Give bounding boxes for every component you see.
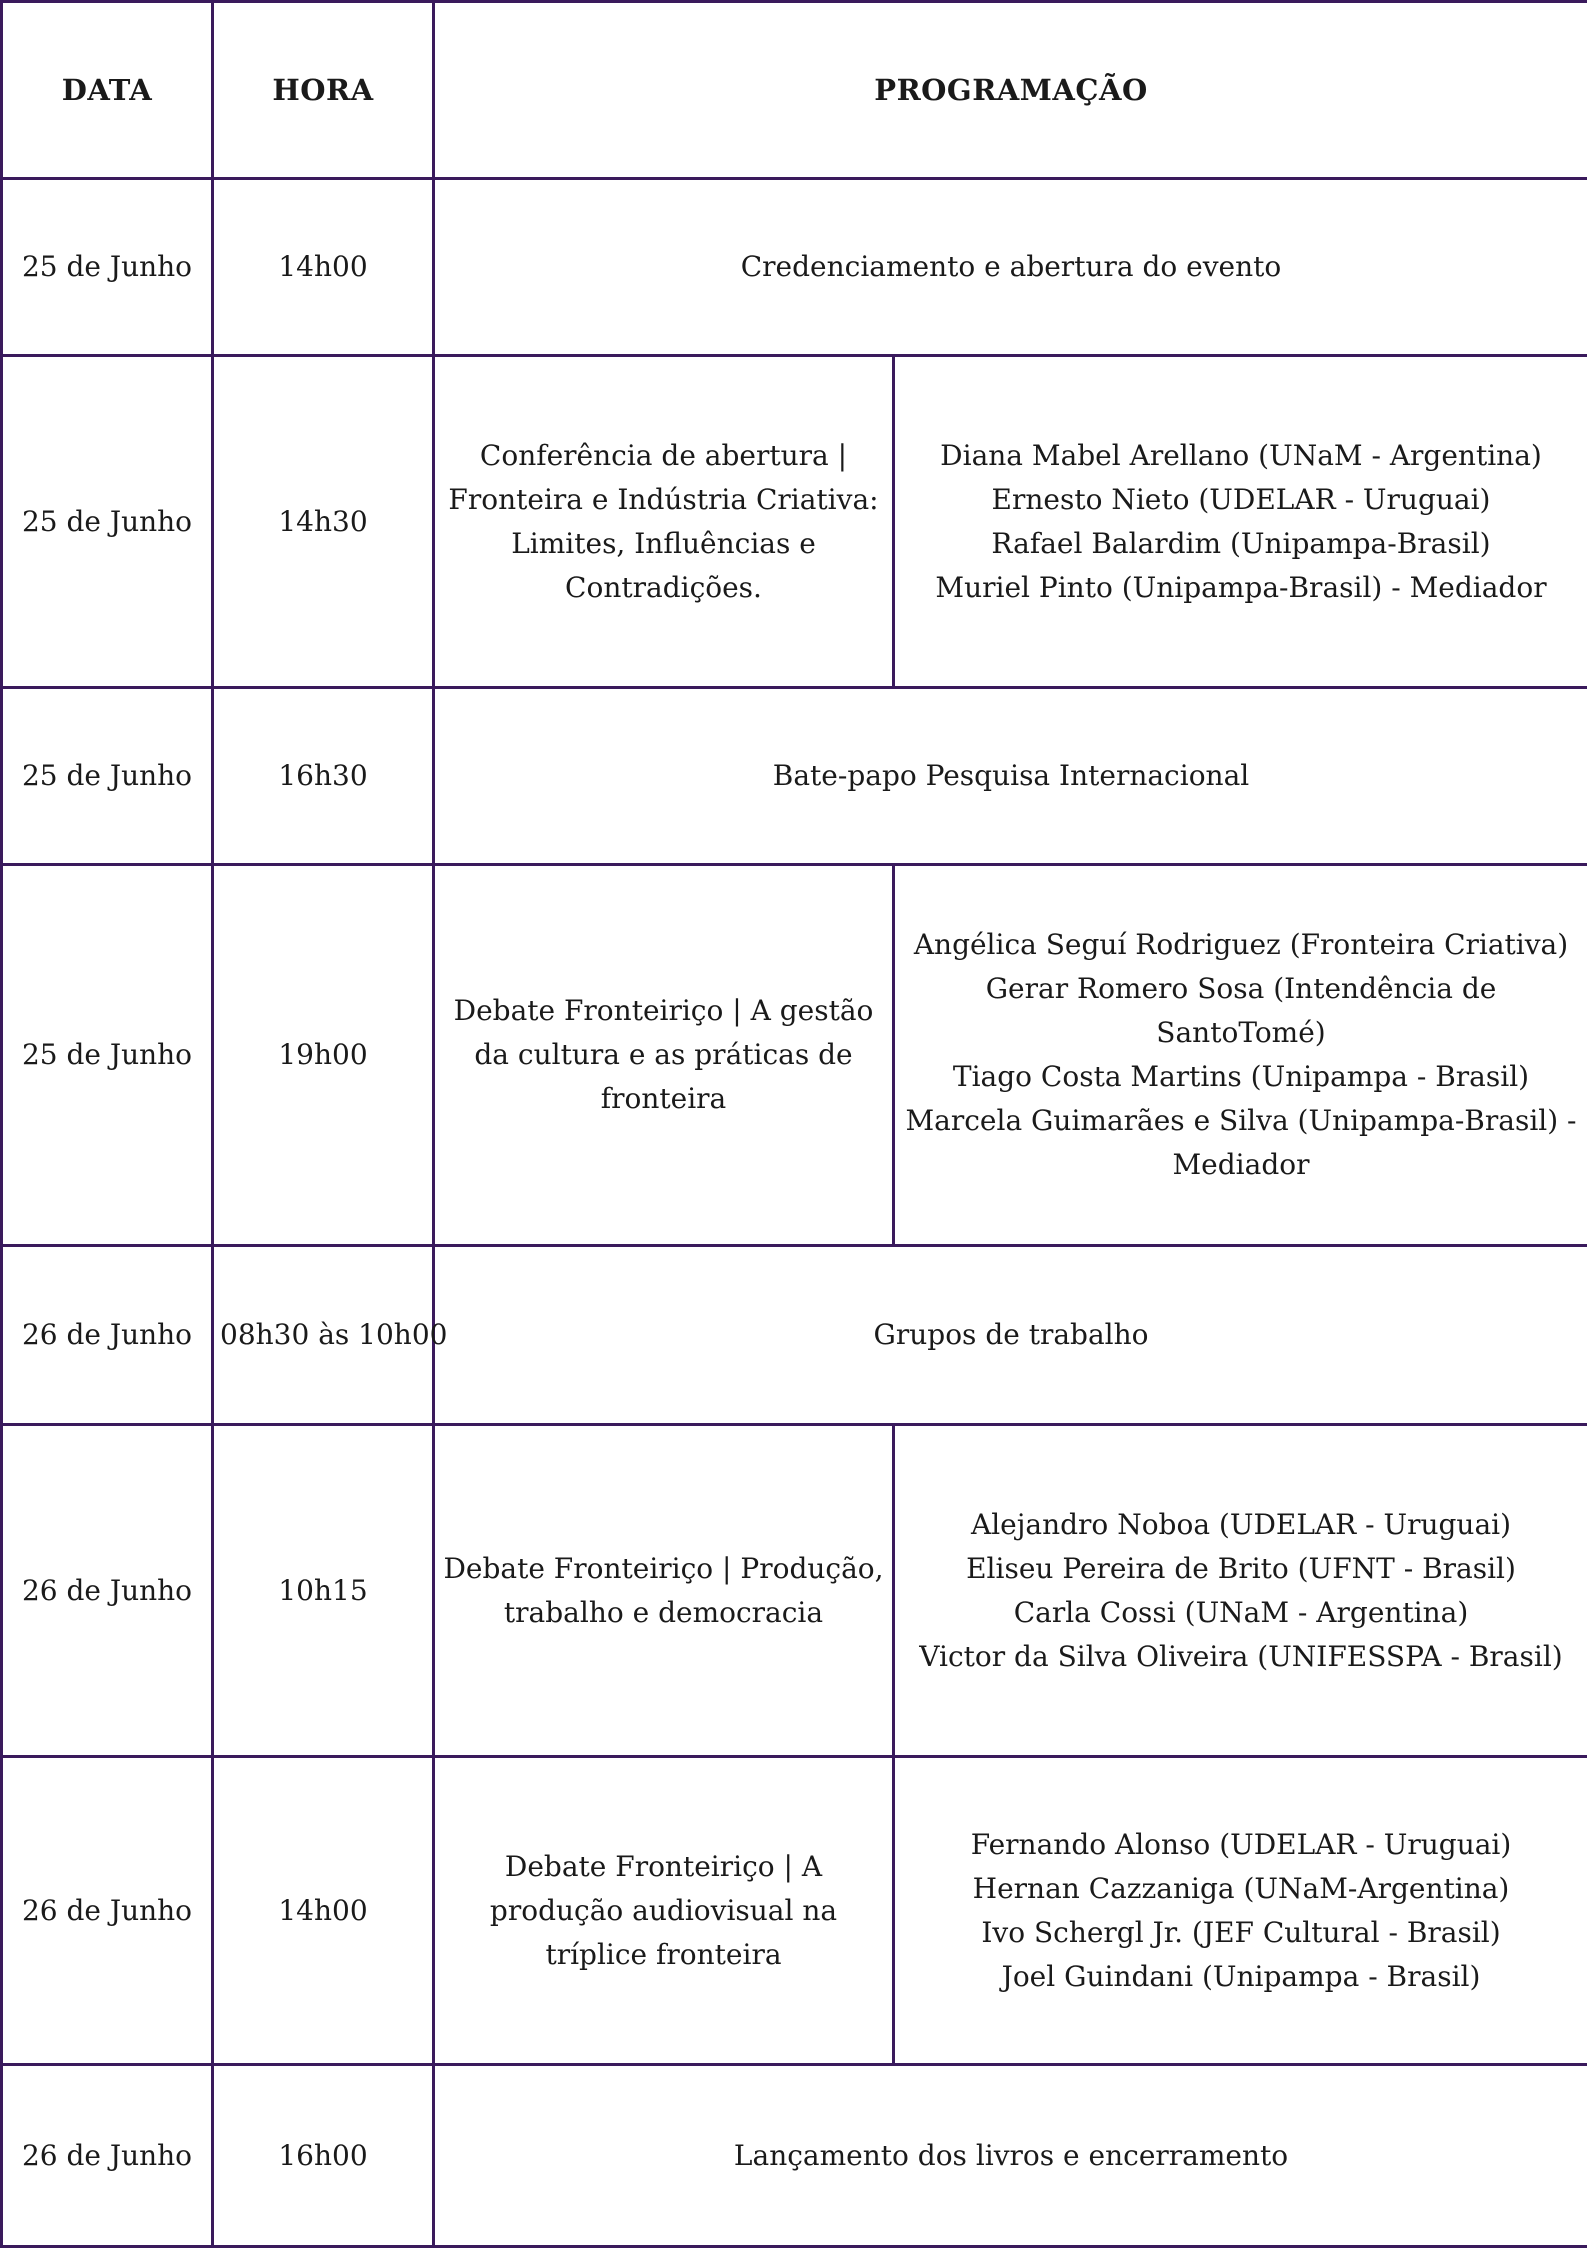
speaker-name: Rafael Balardim (Unipampa-Brasil) bbox=[901, 522, 1581, 566]
speaker-name: Eliseu Pereira de Brito (UFNT - Brasil) bbox=[901, 1547, 1581, 1591]
date-cell: 25 de Junho bbox=[2, 688, 213, 865]
program-cell: Credenciamento e abertura do evento bbox=[434, 179, 1587, 356]
program-cell: Lançamento dos livros e encerramento bbox=[434, 2065, 1587, 2247]
date-cell: 26 de Junho bbox=[2, 2065, 213, 2247]
program-cell: Conferência de abertura | Fronteira e Indústria Criativa: Limites, Influências e Contradições. bbox=[434, 356, 894, 688]
speaker-name: Alejandro Noboa (UDELAR - Uruguai) bbox=[901, 1503, 1581, 1547]
program-cell: Debate Fronteiriço | A produção audiovisual na tríplice fronteira bbox=[434, 1757, 894, 2065]
speaker-name: Fernando Alonso (UDELAR - Uruguai) bbox=[901, 1823, 1581, 1867]
date-cell: 25 de Junho bbox=[2, 356, 213, 688]
program-cell: Bate-papo Pesquisa Internacional bbox=[434, 688, 1587, 865]
speakers-cell bbox=[894, 1425, 1587, 1757]
hour-cell: 19h00 bbox=[213, 865, 434, 1246]
table-row bbox=[2, 688, 1587, 865]
speaker-name: Tiago Costa Martins (Unipampa - Brasil) bbox=[901, 1055, 1581, 1099]
date-cell: 26 de Junho bbox=[2, 1757, 213, 2065]
table-row bbox=[2, 179, 1587, 356]
header-row bbox=[2, 2, 1587, 179]
program-cell: Grupos de trabalho bbox=[434, 1246, 1587, 1425]
date-cell: 25 de Junho bbox=[2, 865, 213, 1246]
hour-cell: 08h30 às 10h00 bbox=[213, 1246, 434, 1425]
date-cell: 26 de Junho bbox=[2, 1425, 213, 1757]
table-row bbox=[2, 356, 1587, 688]
date-cell: 25 de Junho bbox=[2, 179, 213, 356]
table-row bbox=[2, 1757, 1587, 2065]
speaker-name: Angélica Seguí Rodriguez (Fronteira Criativa) bbox=[901, 923, 1581, 967]
speakers-cell bbox=[894, 356, 1587, 688]
speaker-name: Ivo Schergl Jr. (JEF Cultural - Brasil) bbox=[901, 1911, 1581, 1955]
header-program: PROGRAMAÇÃO bbox=[434, 2, 1587, 179]
header-hour: HORA bbox=[213, 2, 434, 179]
table-row bbox=[2, 1425, 1587, 1757]
header-date: DATA bbox=[2, 2, 213, 179]
table-row bbox=[2, 1246, 1587, 1425]
speaker-name: Muriel Pinto (Unipampa-Brasil) - Mediador bbox=[901, 566, 1581, 610]
date-cell: 26 de Junho bbox=[2, 1246, 213, 1425]
speaker-name: Gerar Romero Sosa (Intendência de SantoTomé) bbox=[901, 967, 1581, 1055]
hour-cell: 16h30 bbox=[213, 688, 434, 865]
hour-cell: 14h00 bbox=[213, 1757, 434, 2065]
speaker-name: Carla Cossi (UNaM - Argentina) bbox=[901, 1591, 1581, 1635]
table-row bbox=[2, 2065, 1587, 2247]
speaker-name: Diana Mabel Arellano (UNaM - Argentina) bbox=[901, 434, 1581, 478]
hour-cell: 10h15 bbox=[213, 1425, 434, 1757]
speaker-name: Joel Guindani (Unipampa - Brasil) bbox=[901, 1955, 1581, 1999]
program-cell: Debate Fronteiriço | Produção, trabalho e democracia bbox=[434, 1425, 894, 1757]
speaker-name: Marcela Guimarães e Silva (Unipampa-Brasil) - Mediador bbox=[901, 1099, 1581, 1187]
speakers-cell bbox=[894, 865, 1587, 1246]
hour-cell: 16h00 bbox=[213, 2065, 434, 2247]
hour-cell: 14h00 bbox=[213, 179, 434, 356]
table-row bbox=[2, 865, 1587, 1246]
speaker-name: Ernesto Nieto (UDELAR - Uruguai) bbox=[901, 478, 1581, 522]
program-cell: Debate Fronteiriço | A gestão da cultura e as práticas de fronteira bbox=[434, 865, 894, 1246]
speakers-cell bbox=[894, 1757, 1587, 2065]
speaker-name: Hernan Cazzaniga (UNaM-Argentina) bbox=[901, 1867, 1581, 1911]
hour-cell: 14h30 bbox=[213, 356, 434, 688]
speaker-name: Victor da Silva Oliveira (UNIFESSPA - Brasil) bbox=[901, 1635, 1581, 1679]
